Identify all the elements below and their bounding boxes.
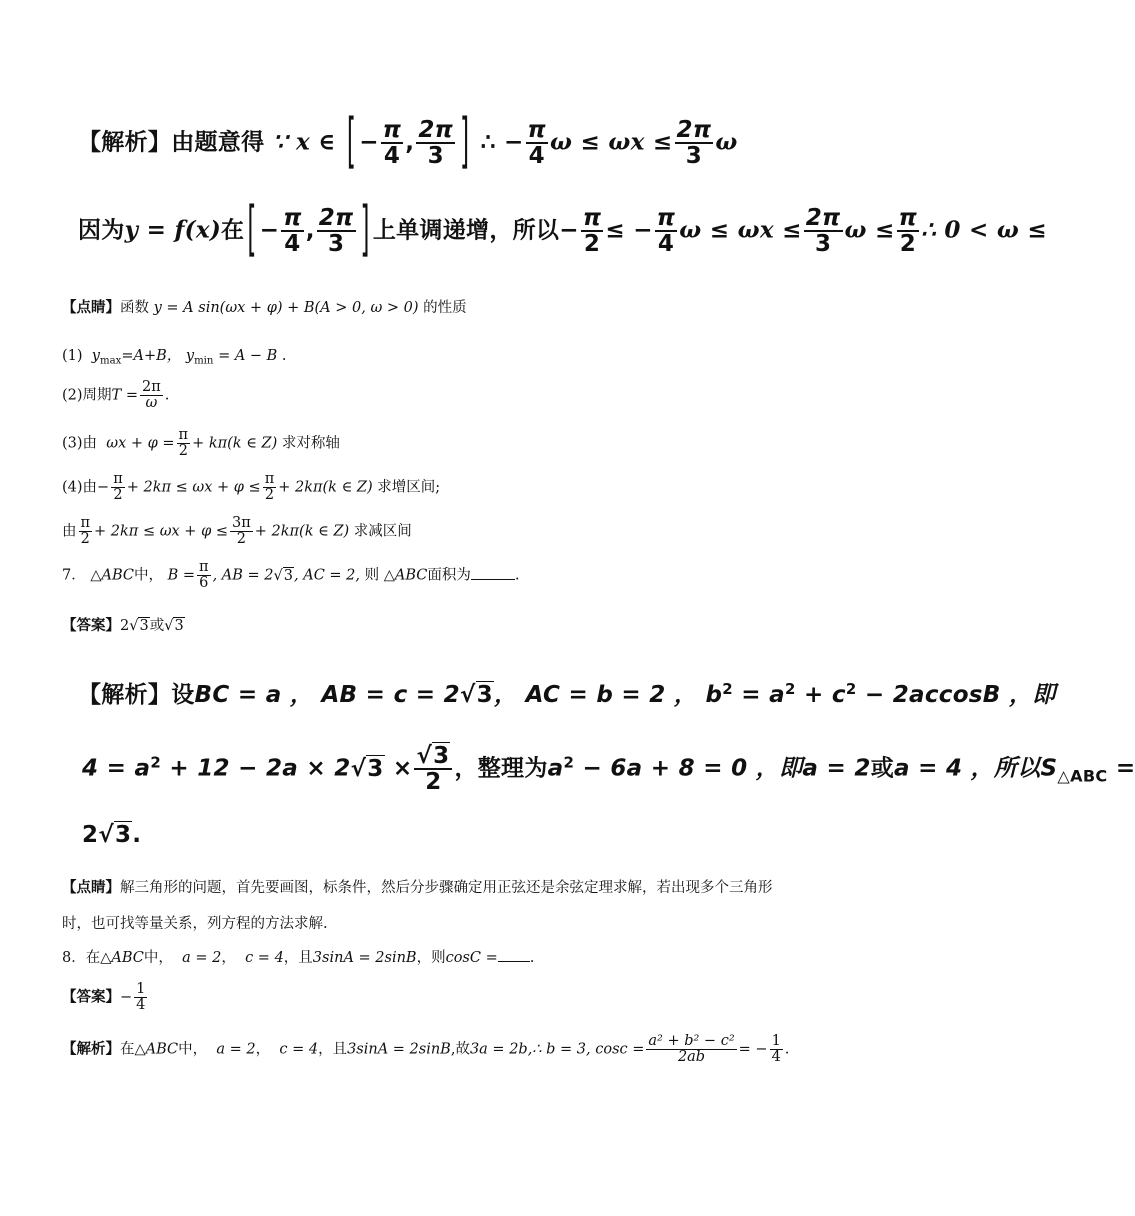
superscript: 2: [722, 679, 733, 698]
math-expr: − 2accosB ，即: [856, 682, 1056, 708]
math-expr: y: [185, 348, 195, 364]
analysis-label: 【解析】: [78, 682, 172, 708]
math-expr: a = 2: [182, 950, 222, 966]
text: 设: [171, 682, 195, 708]
superscript: 2: [150, 753, 162, 772]
math-expr: y = A sin(ωx + φ) + B(A > 0, ω > 0): [153, 300, 419, 316]
math-expr: + c: [795, 682, 846, 708]
math-expr: △ABC: [90, 567, 134, 584]
question-8: [62, 946, 534, 967]
answer-label: 【答案】: [62, 988, 120, 1006]
math-expr: a: [547, 755, 564, 782]
sqrt: √3: [164, 618, 184, 634]
math-expr: −: [97, 479, 110, 496]
math-expr: ∴ −: [480, 128, 524, 156]
superscript: 2: [563, 753, 575, 772]
hint-2-line-1: [62, 876, 773, 897]
text: 或: [149, 618, 165, 634]
math-expr: △ABC: [383, 567, 428, 584]
text: 在△: [120, 1041, 146, 1058]
fraction: $\frac{2\pi}{3}$: [418, 117, 454, 170]
math-expr: ∵ x ∈: [272, 128, 336, 156]
fraction: $\frac{2\pi}{3}$: [318, 205, 354, 258]
question-7: [62, 560, 519, 591]
answer-blank: [498, 961, 530, 962]
text: (4)由: [62, 479, 98, 496]
analysis-line-1: 【解析】由题意得 ∵ x ∈ [ − $\frac{\pi}{4}$ , $\frac{2\pi}{3}$ ] ∴ − $\frac{\pi}{4}$ ω ≤ ωx ≤ $\frac{2\pi}{3}$ ω: [78, 109, 738, 177]
item-number: (1): [62, 348, 83, 364]
text: 中，: [143, 950, 173, 966]
fraction: $\frac{2\pi}{\omega}$: [141, 379, 161, 412]
text: 求增区间;: [377, 479, 441, 496]
math-expr: − 6a + 8 = 0 ，即: [574, 755, 803, 782]
text: 函数: [120, 300, 149, 316]
hint-line: [62, 296, 467, 317]
hint-label: 【点睛】: [62, 299, 120, 316]
math-expr: ω ≤: [844, 216, 895, 244]
text: 或: [870, 755, 894, 782]
right-bracket: ]: [460, 109, 470, 177]
answer-label: 【答案】: [62, 617, 120, 634]
math-expr: 3a = 2b,∴ b = 3, cosc =: [469, 1041, 645, 1058]
fraction: $\frac{2\pi}{3}$: [676, 117, 712, 170]
math-expr: ABC: [111, 950, 144, 966]
subscript: △ABC: [1057, 766, 1108, 786]
math-expr: + 2kπ ≤ ωx + φ ≤: [126, 479, 261, 496]
hint-label: 【点睛】: [62, 879, 120, 896]
fraction: $\frac{\pi}{4}$: [656, 205, 676, 258]
fraction: $\frac{2\pi}{3}$: [805, 205, 841, 258]
analysis-7-line-3: [82, 822, 141, 848]
math-expr: 4 = a: [82, 755, 151, 782]
fraction: $\frac{\pi}{4}$: [283, 205, 302, 258]
math-expr: y: [91, 348, 100, 364]
sqrt: √3: [273, 567, 293, 584]
text: 由: [62, 523, 77, 540]
text: 中，: [134, 567, 163, 584]
math-expr: = a: [732, 682, 785, 708]
hint-2-line-2: [62, 912, 328, 933]
analysis-label: 【解析】: [78, 129, 172, 156]
fraction: $\frac{\pi}{2}$: [80, 515, 91, 548]
text: 则: [364, 567, 380, 584]
math-expr: = A − B .: [218, 348, 287, 364]
subscript: min: [194, 355, 214, 367]
math-expr: ω: [715, 128, 738, 156]
math-expr: BC = a ， AB = c = 2: [194, 682, 460, 708]
question-number: 8．在△: [62, 950, 112, 966]
math-expr: , AC = 2,: [294, 567, 360, 584]
math-expr: + 2kπ ≤ ωx + φ ≤: [94, 523, 228, 540]
property-3: [62, 428, 340, 459]
question-number: 7．: [62, 567, 86, 584]
left-bracket: [: [346, 109, 357, 177]
text: 上单调递增，所以: [372, 217, 560, 244]
fraction: $\frac{\text{a² + b² − c²}}{2ab}$: [648, 1033, 735, 1066]
fraction: $\frac{1}{4}$: [136, 981, 146, 1014]
fraction: $\frac{\pi}{2}$: [582, 205, 602, 258]
math-expr: ω ≤ ωx ≤: [679, 216, 802, 244]
math-expr: B =: [167, 567, 196, 584]
property-4: [62, 472, 440, 503]
math-expr: =: [1107, 755, 1135, 782]
text: 求对称轴: [281, 435, 340, 452]
math-expr: c = 4: [245, 950, 284, 966]
math-expr: + 12 − 2a × 2: [161, 755, 351, 782]
fraction: $\frac{√3}{2}$: [414, 744, 452, 794]
superscript: 2: [845, 679, 857, 698]
text: (3)由: [62, 435, 98, 452]
math-expr: c = 4: [279, 1041, 319, 1058]
text: .: [164, 387, 170, 404]
subscript: max: [99, 355, 122, 367]
text: ，且: [283, 950, 313, 966]
sqrt: √3: [98, 822, 132, 848]
math-expr: ∴ 0 < ω ≤: [921, 216, 1047, 244]
text: ,故: [450, 1041, 470, 1058]
text: ，: [255, 1041, 271, 1058]
analysis-line-2: 因为y = f(x)在 [ − $\frac{\pi}{4}$ , $\frac{2\pi}{3}$ ] 上单调递增，所以− $\frac{\pi}{2}$ ≤ − $\frac{\pi}{4}$ ω ≤ ωx ≤ $\frac{2\pi}{3}$ ω ≤ $\frac{\pi}{2}$ ∴ 0 < ω ≤: [78, 197, 1047, 265]
math-expr: ， AC = b = 2 ， b: [493, 682, 723, 708]
fraction: $\frac{3\pi}{2}$: [231, 515, 251, 548]
sqrt: √3: [350, 755, 384, 782]
math-expr: a = 2: [216, 1041, 256, 1058]
math-expr: 3sinA = 2sinB: [312, 950, 417, 966]
text: .: [132, 822, 142, 848]
math-expr: + 2kπ(k ∈ Z): [254, 523, 350, 540]
right-bracket: ]: [360, 197, 370, 265]
math-expr: ≤ −: [605, 216, 653, 244]
text: (2)周期: [62, 387, 112, 404]
text: 中，: [178, 1041, 208, 1058]
math-expr: y = f(x): [124, 216, 222, 244]
text: ，则: [416, 950, 446, 966]
sqrt: √3: [129, 618, 149, 634]
text: ，且: [318, 1041, 348, 1058]
math-expr: =A+B，: [121, 348, 182, 364]
sqrt: √3: [460, 682, 493, 708]
analysis-7-line-2: [82, 744, 1135, 794]
fraction: $\frac{\pi}{6}$: [199, 559, 209, 592]
fraction: $\frac{\pi}{2}$: [178, 427, 189, 460]
math-expr: + 2kπ(k ∈ Z): [278, 479, 373, 496]
answer-7: [62, 614, 185, 635]
property-2: [62, 380, 169, 411]
text: .: [784, 1041, 790, 1058]
math-expr: 2: [82, 822, 99, 848]
math-expr: S: [1040, 755, 1058, 782]
text: 面积为: [427, 567, 471, 584]
math-expr: ×: [384, 755, 413, 782]
analysis-text: 由题意得: [171, 129, 265, 156]
math-expr: a = 4 ，所以: [894, 755, 1041, 782]
math-expr: −: [120, 989, 133, 1006]
fraction: $\frac{\pi}{4}$: [527, 117, 547, 170]
text: ，整理为: [454, 755, 548, 782]
analysis-8: [62, 1034, 789, 1065]
math-expr: 3sinA = 2sinB: [347, 1041, 451, 1058]
answer-blank: [471, 579, 515, 580]
fraction: $\frac{\pi}{2}$: [113, 471, 123, 504]
fraction: $\frac{\pi}{2}$: [264, 471, 275, 504]
property-5: [62, 516, 412, 547]
math-expr: cosC =: [445, 950, 498, 966]
superscript: 2: [785, 679, 796, 698]
text: ，: [221, 950, 236, 966]
answer-8: [62, 982, 149, 1013]
text: 的性质: [423, 300, 467, 316]
text: 时，也可找等量关系，列方程的方法求解.: [62, 916, 328, 932]
text: 因为: [78, 217, 125, 244]
analysis-7-line-1: [78, 676, 1056, 709]
math-expr: ω ≤ ωx ≤: [550, 128, 673, 156]
math-expr: a = 2: [802, 755, 871, 782]
math-expr: ωx + φ =: [106, 435, 175, 452]
math-expr: ABC: [145, 1041, 179, 1058]
text: .: [529, 950, 535, 966]
math-expr: , AB = 2: [212, 567, 274, 584]
property-1: [62, 344, 287, 367]
text: 在: [221, 217, 245, 244]
math-expr: + kπ(k ∈ Z): [192, 435, 278, 452]
left-bracket: [: [247, 197, 257, 265]
fraction: $\frac{\pi}{2}$: [898, 205, 918, 258]
math-expr: = −: [738, 1041, 768, 1058]
text: 解三角形的问题，首先要画图，标条件，然后分步骤确定用正弦还是余弦定理求解，若出现多个三角形: [120, 880, 773, 896]
text: .: [514, 567, 520, 584]
text: 求减区间: [353, 523, 412, 540]
analysis-label: 【解析】: [62, 1040, 120, 1058]
math-expr: 2: [120, 618, 130, 634]
fraction: $\frac{1}{4}$: [771, 1033, 781, 1066]
fraction: $\frac{\pi}{4}$: [382, 117, 402, 170]
math-expr: T =: [111, 387, 138, 404]
